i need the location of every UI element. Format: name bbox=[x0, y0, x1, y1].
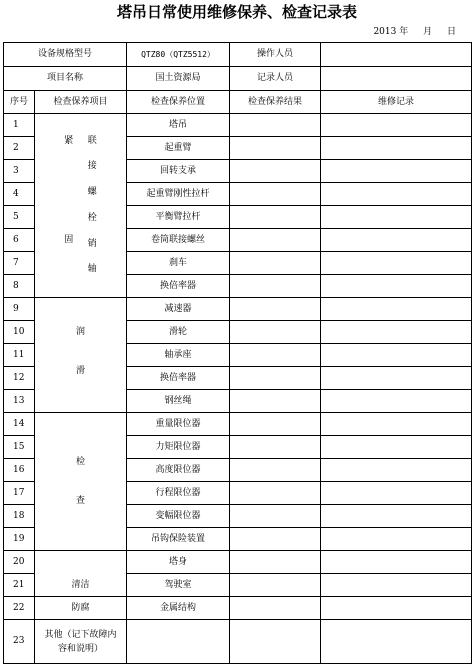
row-result[interactable] bbox=[230, 574, 321, 597]
row-no: 22 bbox=[4, 597, 35, 620]
inspection-table bbox=[3, 42, 472, 664]
group-fasten-char: 联 bbox=[87, 135, 97, 146]
row-position: 回转支承 bbox=[127, 160, 230, 183]
row-repair[interactable] bbox=[321, 160, 472, 183]
row-no: 7 bbox=[4, 252, 35, 275]
group-fasten bbox=[35, 114, 127, 298]
row-result[interactable] bbox=[230, 229, 321, 252]
row-result[interactable] bbox=[230, 620, 321, 664]
row-no: 4 bbox=[4, 183, 35, 206]
group-inspect-char: 检 bbox=[76, 456, 86, 467]
row-no: 3 bbox=[4, 160, 35, 183]
row-result[interactable] bbox=[230, 114, 321, 137]
row-repair[interactable] bbox=[321, 183, 472, 206]
date-year: 2013 年 bbox=[373, 27, 409, 37]
row-no: 2 bbox=[4, 137, 35, 160]
col-item: 检查保养项目 bbox=[35, 91, 127, 114]
row-repair[interactable] bbox=[321, 114, 472, 137]
row-result[interactable] bbox=[230, 137, 321, 160]
spec-label: 设备规格型号 bbox=[4, 43, 127, 67]
row-position: 吊钩保险装置 bbox=[127, 528, 230, 551]
header-row-project bbox=[4, 67, 472, 91]
group-anticorrosion: 防腐 bbox=[35, 597, 127, 620]
row-repair[interactable] bbox=[321, 620, 472, 664]
row-no: 16 bbox=[4, 459, 35, 482]
table-row bbox=[4, 620, 472, 664]
row-position: 塔吊 bbox=[127, 114, 230, 137]
project-value[interactable]: 国土资源局 bbox=[127, 67, 230, 91]
row-position: 平衡臂拉杆 bbox=[127, 206, 230, 229]
row-result[interactable] bbox=[230, 436, 321, 459]
group-fasten-char: 紧 bbox=[64, 135, 74, 146]
form-title: 塔吊日常使用维修保养、检查记录表 bbox=[116, 3, 357, 21]
row-position: 重量限位器 bbox=[127, 413, 230, 436]
operator-label: 操作人员 bbox=[230, 43, 321, 67]
col-repair: 维修记录 bbox=[321, 91, 472, 114]
project-label: 项目名称 bbox=[4, 67, 127, 91]
row-no: 11 bbox=[4, 344, 35, 367]
row-position bbox=[127, 620, 230, 664]
row-no: 1 bbox=[4, 114, 35, 137]
group-fasten-char: 接 bbox=[87, 161, 97, 172]
row-no: 15 bbox=[4, 436, 35, 459]
col-position: 检查保养位置 bbox=[127, 91, 230, 114]
row-no: 8 bbox=[4, 275, 35, 298]
row-no: 5 bbox=[4, 206, 35, 229]
row-result[interactable] bbox=[230, 252, 321, 275]
row-repair[interactable] bbox=[321, 298, 472, 321]
row-position: 变幅限位器 bbox=[127, 505, 230, 528]
row-result[interactable] bbox=[230, 183, 321, 206]
group-inspect-char: 查 bbox=[76, 495, 86, 506]
row-repair[interactable] bbox=[321, 459, 472, 482]
row-result[interactable] bbox=[230, 298, 321, 321]
group-lubricate-char: 润 bbox=[76, 327, 86, 337]
table-row bbox=[4, 551, 472, 574]
row-no: 17 bbox=[4, 482, 35, 505]
row-no: 10 bbox=[4, 321, 35, 344]
row-repair[interactable] bbox=[321, 390, 472, 413]
group-fasten-char: 螺 bbox=[87, 187, 97, 198]
date-day: 日 bbox=[446, 27, 456, 37]
row-no: 14 bbox=[4, 413, 35, 436]
row-repair[interactable] bbox=[321, 321, 472, 344]
group-lubricate-char: 滑 bbox=[76, 366, 86, 376]
row-result[interactable] bbox=[230, 482, 321, 505]
form-date bbox=[371, 26, 456, 38]
row-position: 钢丝绳 bbox=[127, 390, 230, 413]
row-position: 滑轮 bbox=[127, 321, 230, 344]
row-no: 6 bbox=[4, 229, 35, 252]
row-repair[interactable] bbox=[321, 367, 472, 390]
row-repair[interactable] bbox=[321, 574, 472, 597]
group-lubricate bbox=[35, 298, 127, 413]
row-result[interactable] bbox=[230, 413, 321, 436]
row-repair[interactable] bbox=[321, 436, 472, 459]
group-fasten-char: 轴 bbox=[87, 264, 97, 275]
row-no: 23 bbox=[4, 620, 35, 664]
group-fasten-char: 销 bbox=[87, 238, 97, 249]
row-no: 18 bbox=[4, 505, 35, 528]
row-position: 轴承座 bbox=[127, 344, 230, 367]
row-repair[interactable] bbox=[321, 597, 472, 620]
spec-value[interactable]: QTZ80（QTZ5512） bbox=[127, 43, 230, 67]
date-month: 月 bbox=[423, 27, 433, 37]
header-row-spec bbox=[4, 43, 472, 67]
row-result[interactable] bbox=[230, 160, 321, 183]
row-position: 驾驶室 bbox=[127, 574, 230, 597]
row-no: 13 bbox=[4, 390, 35, 413]
group-inspect bbox=[35, 413, 127, 551]
row-no: 9 bbox=[4, 298, 35, 321]
row-repair[interactable] bbox=[321, 413, 472, 436]
row-repair[interactable] bbox=[321, 252, 472, 275]
row-result[interactable] bbox=[230, 344, 321, 367]
row-position: 刹车 bbox=[127, 252, 230, 275]
table-row bbox=[4, 413, 472, 436]
group-clean: 清洁 bbox=[35, 551, 127, 597]
group-fasten-char: 固 bbox=[64, 234, 74, 245]
row-repair[interactable] bbox=[321, 275, 472, 298]
row-no: 12 bbox=[4, 367, 35, 390]
row-result[interactable] bbox=[230, 551, 321, 574]
group-fasten-char: 栓 bbox=[87, 212, 97, 223]
recorder-label: 记录人员 bbox=[230, 67, 321, 91]
row-no: 21 bbox=[4, 574, 35, 597]
row-position: 塔身 bbox=[127, 551, 230, 574]
row-position: 换倍率器 bbox=[127, 275, 230, 298]
row-result[interactable] bbox=[230, 459, 321, 482]
table-row bbox=[4, 114, 472, 137]
row-repair[interactable] bbox=[321, 137, 472, 160]
row-no: 20 bbox=[4, 551, 35, 574]
row-result[interactable] bbox=[230, 505, 321, 528]
row-repair[interactable] bbox=[321, 344, 472, 367]
row-repair[interactable] bbox=[321, 482, 472, 505]
row-no: 19 bbox=[4, 528, 35, 551]
table-row bbox=[4, 597, 472, 620]
row-position: 金属结构 bbox=[127, 597, 230, 620]
row-position: 高度限位器 bbox=[127, 459, 230, 482]
row-position: 换倍率器 bbox=[127, 367, 230, 390]
row-position: 起重臂刚性拉杆 bbox=[127, 183, 230, 206]
row-position: 减速器 bbox=[127, 298, 230, 321]
row-repair[interactable] bbox=[321, 505, 472, 528]
col-result: 检查保养结果 bbox=[230, 91, 321, 114]
row-result[interactable] bbox=[230, 275, 321, 298]
row-result[interactable] bbox=[230, 321, 321, 344]
row-position: 卷筒联接螺丝 bbox=[127, 229, 230, 252]
row-repair[interactable] bbox=[321, 551, 472, 574]
row-position: 起重臂 bbox=[127, 137, 230, 160]
operator-value[interactable] bbox=[321, 43, 472, 67]
row-result[interactable] bbox=[230, 206, 321, 229]
row-result[interactable] bbox=[230, 528, 321, 551]
row-repair[interactable] bbox=[321, 528, 472, 551]
row-repair[interactable] bbox=[321, 229, 472, 252]
row-result[interactable] bbox=[230, 367, 321, 390]
row-repair[interactable] bbox=[321, 206, 472, 229]
row-position: 力矩限位器 bbox=[127, 436, 230, 459]
column-header-row bbox=[4, 91, 472, 114]
table-row bbox=[4, 298, 472, 321]
row-result[interactable] bbox=[230, 597, 321, 620]
recorder-value[interactable] bbox=[321, 67, 472, 91]
row-position: 行程限位器 bbox=[127, 482, 230, 505]
group-other: 其他（记下故障内容和说明） bbox=[35, 620, 127, 664]
row-result[interactable] bbox=[230, 390, 321, 413]
col-no: 序号 bbox=[4, 91, 35, 114]
